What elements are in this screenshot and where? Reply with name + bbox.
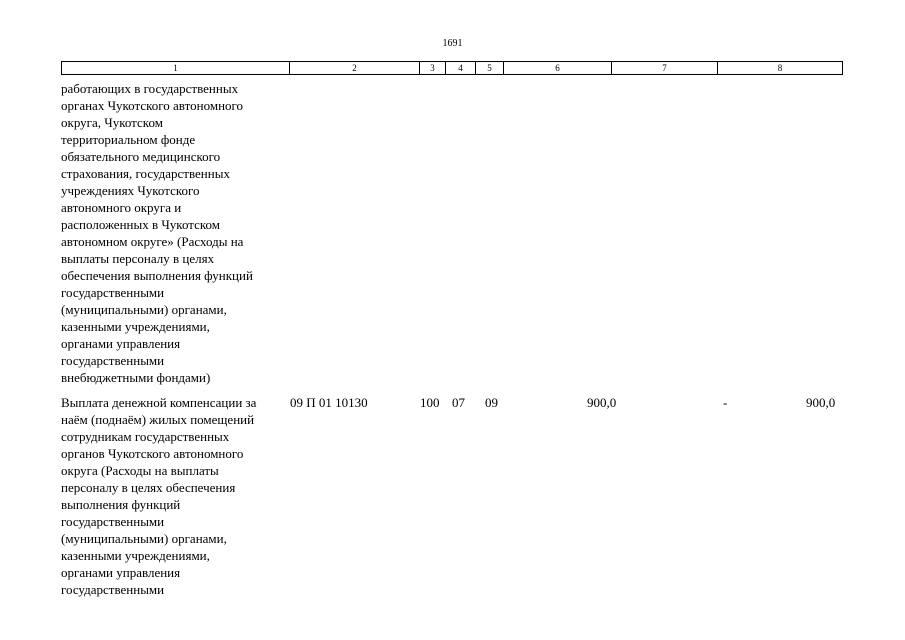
row-col3: 100 xyxy=(420,395,440,410)
page-number: 1691 xyxy=(442,38,463,49)
header-col-5: 5 xyxy=(476,62,504,74)
row-col4: 07 xyxy=(452,395,465,410)
row-code: 09 П 01 10130 xyxy=(290,395,368,410)
header-col-4: 4 xyxy=(446,62,476,74)
continuation-text: работающих в государственных органах Чукотского автономного округа, Чукотском территориальном фонде обязательного медицинского страхования, государственных учреждениях Чукотского автономного округа и расположенных в Чукотском автономном округе» (Расходы на выплаты персоналу в целях обеспечения выполнения функций государственными (муниципальными) органами, казенными учреждениями, органами управления государственными внебюджетными фондами) xyxy=(61,81,253,385)
header-col-2: 2 xyxy=(290,62,420,74)
header-col-6: 6 xyxy=(504,62,612,74)
row-name: Выплата денежной компенсации за наём (поднаём) жилых помещений сотрудникам государственных органов Чукотского автономного округа (Расходы на выплаты персоналу в целях обеспечения выполнения функций государственными (муниципальными) органами, казенными учреждениями, органами управления государственными xyxy=(61,395,257,597)
header-col-1: 1 xyxy=(62,62,290,74)
header-col-3: 3 xyxy=(420,62,446,74)
table-header-row xyxy=(61,61,843,75)
header-col-7: 7 xyxy=(612,62,718,74)
header-col-8: 8 xyxy=(777,63,783,73)
row-col7: - xyxy=(723,395,728,410)
row-col8: 900,0 xyxy=(806,395,836,410)
row-col6: 900,0 xyxy=(587,395,617,410)
row-col5: 09 xyxy=(485,395,498,410)
